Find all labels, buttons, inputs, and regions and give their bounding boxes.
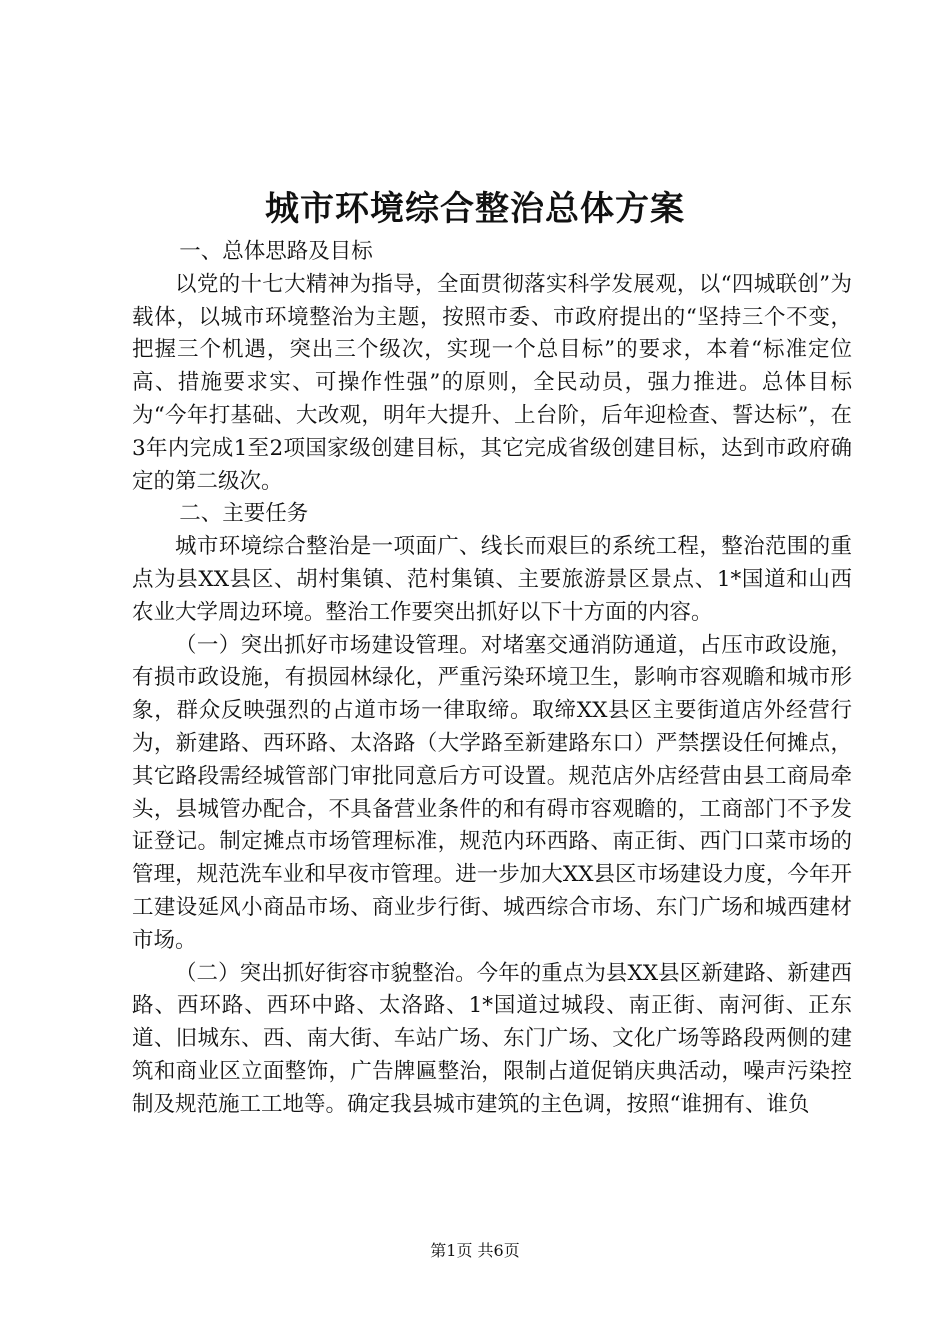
section-heading-2: 二、主要任务	[179, 501, 309, 527]
document-title: 城市环境综合整治总体方案	[265, 189, 685, 229]
section-heading-1: 一、总体思路及目标	[179, 239, 373, 264]
paragraph-market-management: （一）突出抓好市场建设管理。对堵塞交通消防通道，占压市政设施，有损市政设施，有损园林绿化，严重污染环境卫生，影响市容观瞻和城市形象，群众反映强烈的占道市场一律取缔。取缔XX县区主要街道店外经营行为，新建路、西环路、太洛路（大学路至新建路东口）严禁摆设任何摊点，其它路段需经城管部门审批同意后方可设置。规范店外店经营由县工商局牵头，县城管办配合，不具备营业条件的和有碍市容观瞻的，工商部门不予发证登记。制定摊点市场管理标准，规范内环西路、南正街、西门口菜市场的管理，规范洗车业和早夜市管理。进一步加大XX县区市场建设力度，今年开工建设延风小商品市场、商业步行街、城西综合市场、东门广场和城西建材市场。	[132, 632, 852, 953]
document-body	[132, 236, 852, 1122]
paragraph-street-appearance: （二）突出抓好街容市貌整治。今年的重点为县XX县区新建路、新建西路、西环路、西环中路、太洛路、1*国道过城段、南正街、南河街、正东道、旧城东、西、南大街、车站广场、东门广场、文化广场等路段两侧的建筑和商业区立面整饰，广告牌匾整治，限制占道促销庆典活动，噪声污染控制及规范施工工地等。确定我县城市建筑的主色调，按照“谁拥有、谁负	[132, 960, 852, 1117]
paragraph-overall-goal: 以党的十七大精神为指导，全面贯彻落实科学发展观，以“四城联创”为载体，以城市环境整治为主题，按照市委、市政府提出的“坚持三个不变，把握三个机遇，突出三个级次，实现一个总目标”的要求，本着“标准定位高、措施要求实、可操作性强”的原则，全民动员，强力推进。总体目标为“今年打基础、大改观，明年大提升、上台阶，后年迎检查、誓达标”，在3年内完成1至2项国家级创建目标，其它完成省级创建目标，达到市政府确定的第二级次。	[132, 271, 852, 494]
page-number-footer: 第1页 共6页	[430, 1241, 520, 1260]
paragraph-main-tasks: 城市环境综合整治是一项面广、线长而艰巨的系统工程，整治范围的重点为县XX县区、胡村集镇、范村集镇、主要旅游景区景点、1*国道和山西农业大学周边环境。整治工作要突出抓好以下十方面的内容。	[132, 534, 852, 625]
